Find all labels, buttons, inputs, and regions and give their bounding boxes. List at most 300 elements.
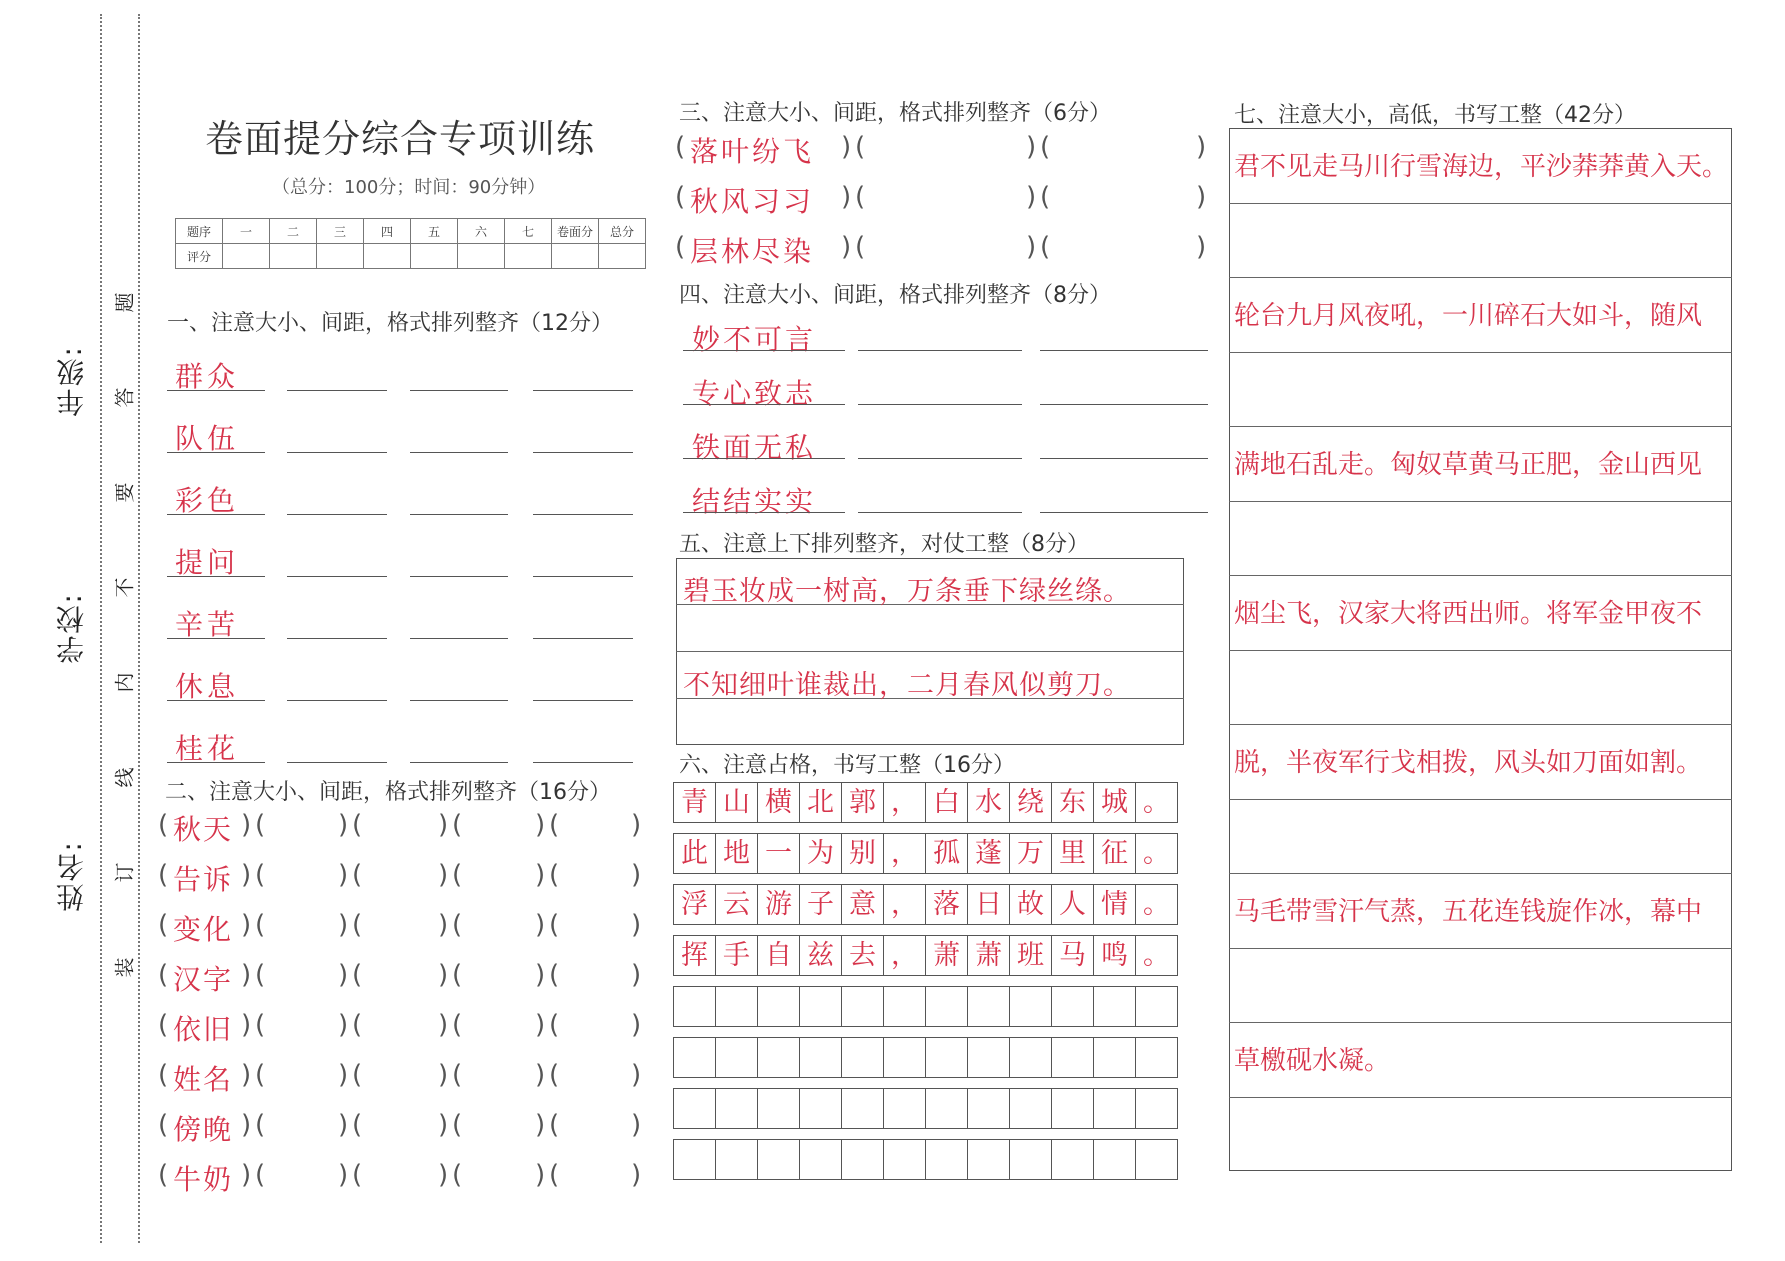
school-label: 学校: — [55, 592, 88, 664]
section-7-line: 轮台九月风夜吼，一川碎石大如斗，随风 — [1234, 301, 1703, 331]
paren-open: ( — [452, 860, 463, 890]
answer-blank[interactable] — [466, 1108, 535, 1144]
answer-blank[interactable] — [1054, 130, 1196, 166]
grid-cell-filled: 班 — [1009, 935, 1052, 976]
paren-open: ( — [352, 1010, 363, 1040]
answer-blank[interactable] — [366, 908, 438, 944]
blank-line[interactable] — [1040, 350, 1208, 351]
section-4-heading: 四、注意大小、间距，格式排列整齐（8分） — [679, 283, 1111, 308]
grid-cell-empty[interactable] — [673, 986, 716, 1027]
grid-cell-filled: 征 — [1093, 833, 1136, 874]
grid-cell-empty[interactable] — [799, 1088, 842, 1129]
grid-cell-empty[interactable] — [883, 986, 926, 1027]
section-3-word: 落叶纷飞 — [690, 135, 815, 168]
answer-blank[interactable] — [366, 958, 438, 994]
answer-blank[interactable] — [563, 958, 631, 994]
grid-cell-filled: 白 — [925, 782, 968, 823]
seal-char: 订 — [112, 862, 137, 883]
paren-open: ( — [452, 910, 463, 940]
grid-cell-empty[interactable] — [1009, 1037, 1052, 1078]
section-2-word: 牛奶 — [173, 1163, 234, 1196]
blank-line[interactable] — [410, 638, 508, 639]
grid-cell-filled: 兹 — [799, 935, 842, 976]
underline — [167, 700, 265, 701]
grid-cell-filled: 地 — [715, 833, 758, 874]
writing-rule — [1229, 873, 1732, 874]
paren-close: ) — [338, 1110, 349, 1140]
score-entry-cell[interactable] — [411, 244, 458, 269]
blank-line[interactable] — [533, 762, 633, 763]
section-5-heading: 五、注意上下排列整齐，对仗工整（8分） — [679, 532, 1089, 557]
paren-close: ) — [338, 1060, 349, 1090]
score-entry-cell[interactable] — [223, 244, 270, 269]
paren-open: ( — [452, 1110, 463, 1140]
section-7-line: 草檄砚水凝。 — [1234, 1046, 1391, 1076]
blank-line[interactable] — [533, 638, 633, 639]
blank-line[interactable] — [287, 700, 387, 701]
answer-blank[interactable] — [563, 1158, 631, 1194]
grid-cell-filled: 。 — [1135, 884, 1178, 925]
page-title: 卷面提分综合专项训练 — [205, 117, 596, 161]
answer-blank[interactable] — [466, 1008, 535, 1044]
answer-blank[interactable] — [563, 908, 631, 944]
section-2-word: 姓名 — [173, 1063, 234, 1096]
blank-line[interactable] — [287, 452, 387, 453]
grade-label: 年级: — [55, 345, 88, 417]
score-table-cell: 评分 — [176, 244, 223, 269]
section-2-heading: 二、注意大小、间距，格式排列整齐（16分） — [165, 780, 611, 805]
blank-line[interactable] — [1040, 404, 1208, 405]
section-1-heading: 一、注意大小、间距，格式排列整齐（12分） — [167, 311, 613, 336]
writing-rule — [1229, 501, 1732, 502]
grid-cell-empty[interactable] — [1135, 986, 1178, 1027]
grid-cell-filled: 别 — [841, 833, 884, 874]
paren-close: ) — [631, 1010, 642, 1040]
grid-cell-filled: 水 — [967, 782, 1010, 823]
writing-rule — [1229, 277, 1732, 278]
seal-char: 答 — [112, 387, 137, 408]
grid-cell-empty[interactable] — [967, 1139, 1010, 1180]
grid-cell-filled: 自 — [757, 935, 800, 976]
paren-open: ( — [452, 1160, 463, 1190]
writing-rule — [1229, 575, 1732, 576]
paren-open: ( — [452, 1010, 463, 1040]
paren-open: ( — [855, 132, 866, 162]
grid-cell-filled: 游 — [757, 884, 800, 925]
grid-cell-empty[interactable] — [925, 1088, 968, 1129]
section-4-word: 结结实实 — [692, 485, 817, 518]
grid-cell-empty[interactable] — [715, 1088, 758, 1129]
blank-line[interactable] — [858, 404, 1022, 405]
grid-cell-filled: 情 — [1093, 884, 1136, 925]
writing-rule — [1229, 352, 1732, 353]
score-table — [175, 218, 646, 269]
grid-cell-empty[interactable] — [841, 1088, 884, 1129]
paren-close: ) — [1026, 232, 1037, 262]
answer-blank[interactable] — [466, 858, 535, 894]
section-1-word: 队伍 — [175, 422, 240, 455]
grid-cell-empty[interactable] — [967, 1088, 1010, 1129]
grid-cell-empty[interactable] — [1135, 1037, 1178, 1078]
grid-cell-empty[interactable] — [1135, 1088, 1178, 1129]
score-entry-cell[interactable] — [364, 244, 411, 269]
paren-close: ) — [1196, 132, 1207, 162]
grid-cell-empty[interactable] — [757, 986, 800, 1027]
score-entry-cell[interactable] — [599, 244, 646, 269]
blank-line[interactable] — [410, 452, 508, 453]
grid-cell-filled: 。 — [1135, 935, 1178, 976]
grid-cell-filled: 东 — [1051, 782, 1094, 823]
grid-cell-filled: 。 — [1135, 833, 1178, 874]
paren-close: ) — [535, 810, 546, 840]
score-table-score-row — [176, 244, 646, 269]
grid-cell-empty[interactable] — [1009, 1088, 1052, 1129]
grid-cell-filled: 马 — [1051, 935, 1094, 976]
blank-line[interactable] — [858, 512, 1022, 513]
grid-cell-empty[interactable] — [925, 1139, 968, 1180]
paren-open: ( — [1040, 182, 1051, 212]
answer-blank[interactable] — [366, 858, 438, 894]
paren-open: ( — [352, 810, 363, 840]
writing-rule — [1229, 1097, 1732, 1098]
paren-close: ) — [438, 860, 449, 890]
blank-line[interactable] — [410, 762, 508, 763]
score-entry-cell[interactable] — [505, 244, 552, 269]
paren-open: ( — [549, 1160, 560, 1190]
paren-close: ) — [438, 960, 449, 990]
paren-open: ( — [549, 1060, 560, 1090]
answer-blank[interactable] — [366, 1058, 438, 1094]
blank-line[interactable] — [533, 576, 633, 577]
paren-close: ) — [338, 860, 349, 890]
score-entry-cell[interactable] — [552, 244, 599, 269]
score-table-cell: 卷面分 — [552, 219, 599, 244]
paren-open: ( — [255, 960, 266, 990]
grid-cell-empty[interactable] — [883, 1088, 926, 1129]
paren-open: ( — [1040, 232, 1051, 262]
grid-cell-filled: 鸣 — [1093, 935, 1136, 976]
binding-dotted-line-inner — [138, 14, 140, 1243]
paren-open: ( — [452, 960, 463, 990]
paren-close: ) — [338, 810, 349, 840]
paren-open: ( — [255, 860, 266, 890]
answer-blank[interactable] — [563, 808, 631, 844]
section-1-word: 彩色 — [175, 484, 240, 517]
score-table-cell: 七 — [505, 219, 552, 244]
seal-char: 线 — [112, 767, 137, 788]
paren-open: ( — [549, 810, 560, 840]
answer-blank[interactable] — [269, 958, 338, 994]
grid-cell-filled: ， — [883, 935, 926, 976]
answer-blank[interactable] — [869, 180, 1026, 216]
section-4-word: 专心致志 — [692, 377, 817, 410]
paren-close: ) — [631, 1060, 642, 1090]
answer-blank[interactable] — [869, 130, 1026, 166]
paren-open: ( — [352, 910, 363, 940]
paren-open: ( — [255, 810, 266, 840]
answer-blank[interactable] — [366, 1008, 438, 1044]
underline — [167, 638, 265, 639]
paren-close: ) — [631, 1110, 642, 1140]
blank-line[interactable] — [533, 390, 633, 391]
grid-cell-filled: 。 — [1135, 782, 1178, 823]
grid-cell-empty[interactable] — [1051, 1088, 1094, 1129]
blank-line[interactable] — [410, 390, 508, 391]
paren-close: ) — [241, 1160, 252, 1190]
grid-cell-empty[interactable] — [925, 986, 968, 1027]
paren-open: ( — [255, 1010, 266, 1040]
answer-blank[interactable] — [366, 1158, 438, 1194]
grid-cell-empty[interactable] — [673, 1139, 716, 1180]
blank-line[interactable] — [858, 458, 1022, 459]
paren-open: ( — [675, 132, 686, 162]
blank-line[interactable] — [1040, 512, 1208, 513]
blank-line[interactable] — [287, 576, 387, 577]
grid-cell-filled: 浮 — [673, 884, 716, 925]
score-entry-cell[interactable] — [458, 244, 505, 269]
blank-line[interactable] — [533, 700, 633, 701]
grid-cell-filled: 郭 — [841, 782, 884, 823]
answer-blank[interactable] — [563, 1108, 631, 1144]
section-5-line: 不知细叶谁裁出，二月春风似剪刀。 — [683, 670, 1131, 701]
blank-line[interactable] — [858, 350, 1022, 351]
seal-char: 内 — [112, 672, 137, 693]
score-entry-cell[interactable] — [270, 244, 317, 269]
grid-cell-filled: 落 — [925, 884, 968, 925]
paren-open: ( — [158, 1010, 169, 1040]
answer-blank[interactable] — [366, 1108, 438, 1144]
section-1-word: 群众 — [175, 360, 240, 393]
paren-open: ( — [255, 1060, 266, 1090]
paren-open: ( — [855, 182, 866, 212]
grid-cell-empty[interactable] — [1093, 1139, 1136, 1180]
answer-blank[interactable] — [366, 808, 438, 844]
paren-close: ) — [338, 910, 349, 940]
grid-cell-empty[interactable] — [967, 1037, 1010, 1078]
blank-line[interactable] — [287, 762, 387, 763]
grid-cell-empty[interactable] — [715, 1037, 758, 1078]
grid-cell-filled: 云 — [715, 884, 758, 925]
section-3-word: 秋风习习 — [690, 185, 815, 218]
grid-cell-empty[interactable] — [1051, 986, 1094, 1027]
answer-blank[interactable] — [269, 1008, 338, 1044]
answer-blank[interactable] — [466, 808, 535, 844]
paren-close: ) — [535, 960, 546, 990]
paren-close: ) — [438, 810, 449, 840]
seal-char: 装 — [112, 957, 137, 978]
grid-cell-empty[interactable] — [673, 1037, 716, 1078]
paren-close: ) — [438, 910, 449, 940]
score-table-cell: 一 — [223, 219, 270, 244]
grid-cell-filled: 山 — [715, 782, 758, 823]
grid-cell-filled: 此 — [673, 833, 716, 874]
grid-cell-empty[interactable] — [841, 986, 884, 1027]
score-table-header-row — [176, 219, 646, 244]
paren-open: ( — [855, 232, 866, 262]
score-table-cell: 二 — [270, 219, 317, 244]
answer-blank[interactable] — [466, 908, 535, 944]
section-1-word: 提问 — [175, 546, 240, 579]
paren-open: ( — [549, 910, 560, 940]
paren-open: ( — [255, 1110, 266, 1140]
section-2-word: 变化 — [173, 913, 234, 946]
grid-cell-empty[interactable] — [799, 986, 842, 1027]
answer-blank[interactable] — [466, 1158, 535, 1194]
blank-line[interactable] — [410, 576, 508, 577]
grid-cell-empty[interactable] — [1051, 1139, 1094, 1180]
underline — [683, 350, 845, 351]
grid-cell-filled: 子 — [799, 884, 842, 925]
paren-close: ) — [338, 960, 349, 990]
paren-close: ) — [841, 232, 852, 262]
paren-open: ( — [675, 232, 686, 262]
grid-cell-filled: 绕 — [1009, 782, 1052, 823]
paren-close: ) — [438, 1160, 449, 1190]
section-3-word: 层林尽染 — [690, 235, 815, 268]
grid-cell-empty[interactable] — [883, 1037, 926, 1078]
grid-cell-empty[interactable] — [841, 1037, 884, 1078]
answer-blank[interactable] — [1054, 180, 1196, 216]
paren-close: ) — [438, 1010, 449, 1040]
answer-blank[interactable] — [269, 1108, 338, 1144]
underline — [683, 404, 845, 405]
section-2-word: 汉字 — [173, 963, 234, 996]
answer-blank[interactable] — [869, 230, 1026, 266]
grid-cell-empty[interactable] — [799, 1139, 842, 1180]
blank-line[interactable] — [287, 638, 387, 639]
grid-cell-filled: 孤 — [925, 833, 968, 874]
score-table-cell: 六 — [458, 219, 505, 244]
paren-open: ( — [549, 960, 560, 990]
answer-blank[interactable] — [269, 1158, 338, 1194]
grid-cell-filled: 一 — [757, 833, 800, 874]
paren-open: ( — [352, 1110, 363, 1140]
grid-cell-empty[interactable] — [1093, 986, 1136, 1027]
answer-blank[interactable] — [563, 1058, 631, 1094]
score-table-cell: 四 — [364, 219, 411, 244]
paren-close: ) — [241, 810, 252, 840]
grid-cell-filled: 万 — [1009, 833, 1052, 874]
grid-cell-empty[interactable] — [1093, 1037, 1136, 1078]
grid-cell-empty[interactable] — [757, 1088, 800, 1129]
answer-blank[interactable] — [269, 908, 338, 944]
paren-open: ( — [255, 910, 266, 940]
section-2-word: 告诉 — [173, 863, 234, 896]
paren-close: ) — [241, 1060, 252, 1090]
paren-open: ( — [158, 1160, 169, 1190]
grid-cell-filled: 手 — [715, 935, 758, 976]
underline — [683, 512, 845, 513]
binding-dotted-line-outer — [100, 14, 102, 1243]
paren-close: ) — [841, 182, 852, 212]
paren-close: ) — [338, 1010, 349, 1040]
grid-cell-filled: 北 — [799, 782, 842, 823]
paren-open: ( — [675, 182, 686, 212]
paren-open: ( — [158, 1060, 169, 1090]
paren-open: ( — [158, 960, 169, 990]
paren-open: ( — [352, 860, 363, 890]
paren-close: ) — [535, 1110, 546, 1140]
paren-open: ( — [549, 860, 560, 890]
paren-close: ) — [631, 860, 642, 890]
grid-cell-filled: ， — [883, 782, 926, 823]
paren-close: ) — [535, 1010, 546, 1040]
paren-open: ( — [452, 810, 463, 840]
underline — [167, 514, 265, 515]
paren-open: ( — [352, 960, 363, 990]
grid-cell-empty[interactable] — [673, 1088, 716, 1129]
grid-cell-empty[interactable] — [1051, 1037, 1094, 1078]
answer-blank[interactable] — [269, 808, 338, 844]
grid-cell-empty[interactable] — [757, 1139, 800, 1180]
answer-blank[interactable] — [563, 858, 631, 894]
blank-line[interactable] — [287, 514, 387, 515]
grid-cell-empty[interactable] — [715, 1139, 758, 1180]
paren-close: ) — [338, 1160, 349, 1190]
answer-blank[interactable] — [466, 958, 535, 994]
grid-cell-filled: 横 — [757, 782, 800, 823]
answer-blank[interactable] — [1054, 230, 1196, 266]
score-table-cell: 五 — [411, 219, 458, 244]
writing-rule — [1229, 203, 1732, 204]
section-7-line: 马毛带雪汗气蒸，五花连钱旋作冰，幕中 — [1234, 897, 1703, 927]
paren-close: ) — [535, 1160, 546, 1190]
writing-rule — [1229, 948, 1732, 949]
grid-cell-filled: 日 — [967, 884, 1010, 925]
section-7-line: 满地石乱走。匈奴草黄马正肥，金山西见 — [1234, 450, 1703, 480]
paren-open: ( — [452, 1060, 463, 1090]
name-label: 姓名: — [55, 840, 88, 912]
section-4-word: 妙不可言 — [692, 323, 817, 356]
blank-line[interactable] — [410, 700, 508, 701]
grid-cell-filled: ， — [883, 833, 926, 874]
page-subtitle: （总分：100分；时间：90分钟） — [272, 177, 546, 198]
answer-blank[interactable] — [563, 1008, 631, 1044]
blank-line[interactable] — [410, 514, 508, 515]
underline — [683, 458, 845, 459]
score-entry-cell[interactable] — [317, 244, 364, 269]
grid-cell-empty[interactable] — [715, 986, 758, 1027]
answer-blank[interactable] — [269, 858, 338, 894]
grid-cell-empty[interactable] — [1009, 986, 1052, 1027]
blank-line[interactable] — [533, 514, 633, 515]
paren-close: ) — [535, 860, 546, 890]
grid-cell-empty[interactable] — [883, 1139, 926, 1180]
answer-blank[interactable] — [269, 1058, 338, 1094]
section-4-word: 铁面无私 — [692, 431, 817, 464]
blank-line[interactable] — [1040, 458, 1208, 459]
answer-blank[interactable] — [466, 1058, 535, 1094]
paren-close: ) — [241, 910, 252, 940]
grid-cell-empty[interactable] — [841, 1139, 884, 1180]
writing-rule — [1229, 1022, 1732, 1023]
writing-rule — [1229, 724, 1732, 725]
grid-cell-empty[interactable] — [1093, 1088, 1136, 1129]
grid-cell-empty[interactable] — [1135, 1139, 1178, 1180]
blank-line[interactable] — [287, 390, 387, 391]
grid-cell-empty[interactable] — [967, 986, 1010, 1027]
paren-close: ) — [241, 1110, 252, 1140]
blank-line[interactable] — [533, 452, 633, 453]
grid-cell-empty[interactable] — [925, 1037, 968, 1078]
paren-open: ( — [1040, 132, 1051, 162]
grid-cell-empty[interactable] — [799, 1037, 842, 1078]
writing-rule — [1229, 799, 1732, 800]
grid-cell-empty[interactable] — [1009, 1139, 1052, 1180]
grid-cell-empty[interactable] — [757, 1037, 800, 1078]
score-table-cell: 题序 — [176, 219, 223, 244]
paren-close: ) — [631, 810, 642, 840]
